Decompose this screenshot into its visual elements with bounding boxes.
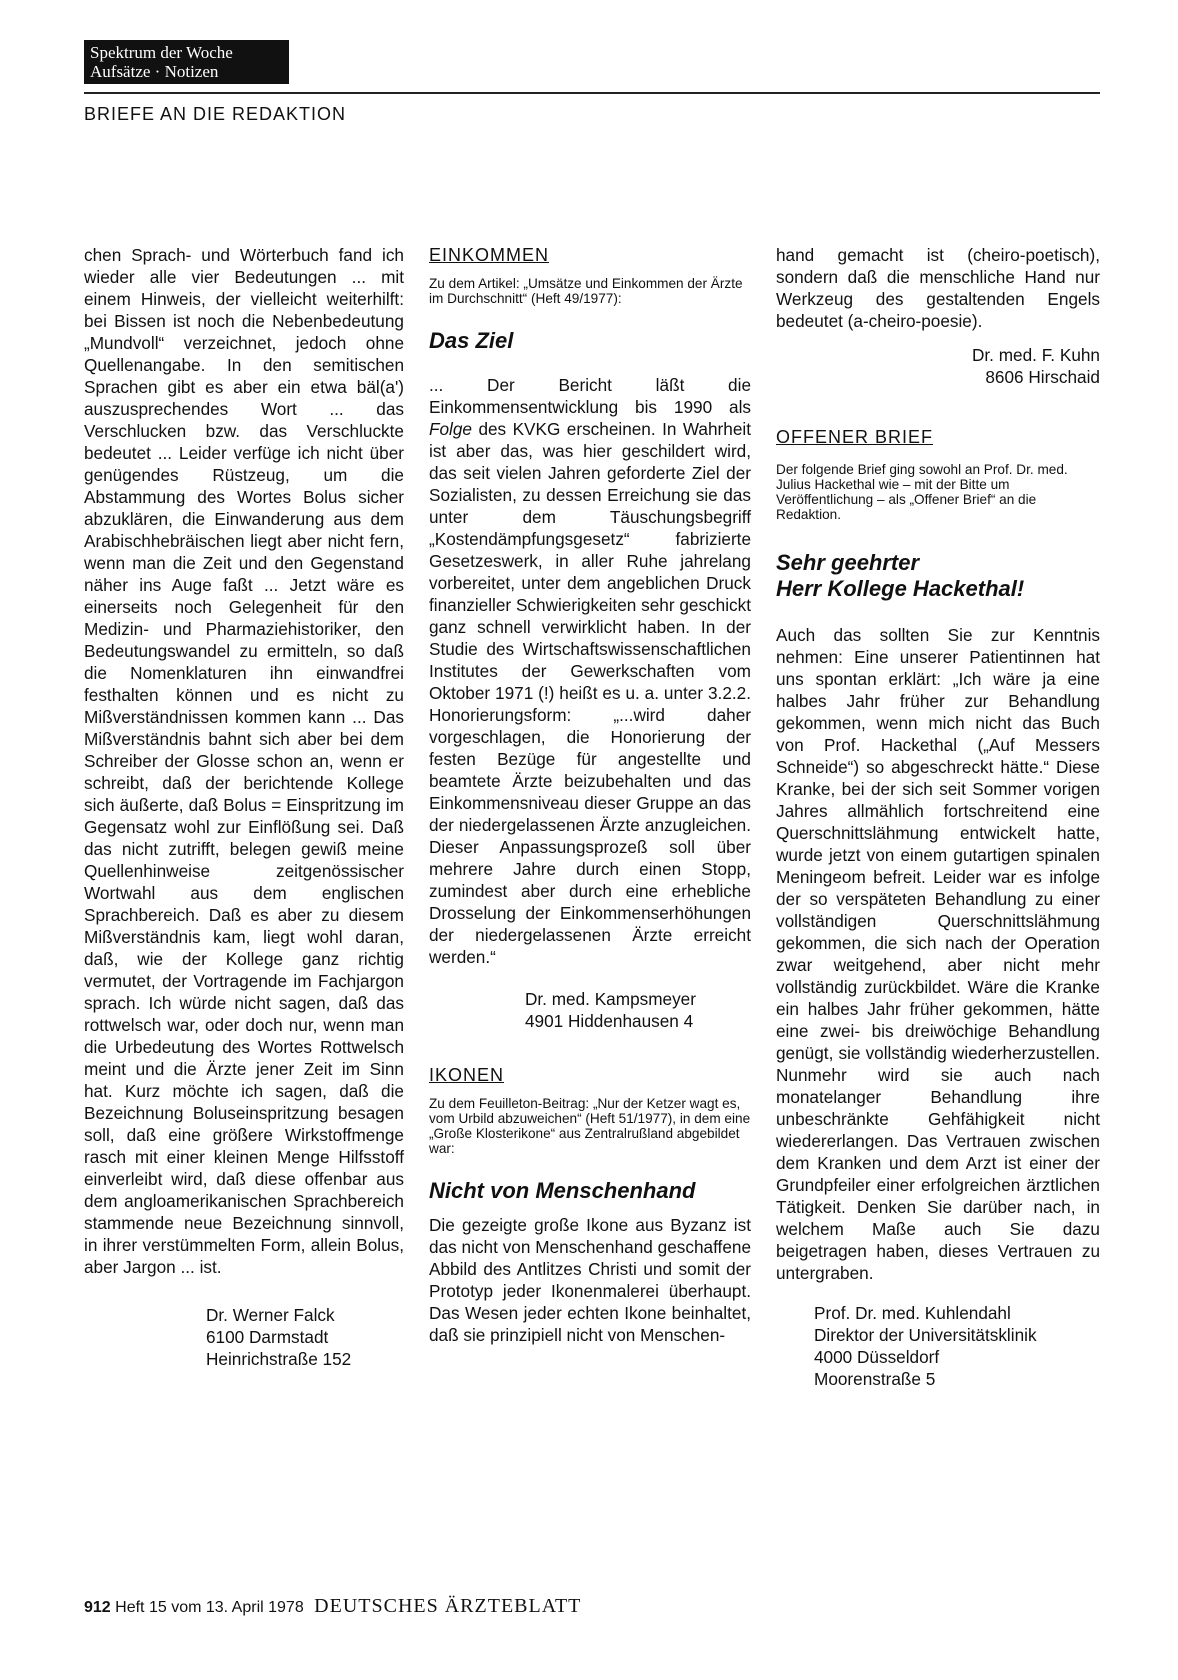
letter-intro: Zu dem Feuilleton-Beitrag: „Nur der Ketzer wagt es, vom Urbild abzuweichen“ (Heft 51/1977), in dem eine „Große Klosterikone“ aus Zentralrußland abgebildet war: [429,1096,751,1156]
letter-intro: Zu dem Artikel: „Umsätze und Einkommen der Ärzte im Durchschnitt“ (Heft 49/1977): [429,276,743,306]
column-2 [429,244,751,1346]
signature-name: Dr. med. F. Kuhn [971,345,1100,365]
issue-info: Heft 15 vom 13. April 1978 [115,1599,304,1616]
letter-title: Nicht von Menschenhand [429,1178,696,1203]
signature [776,344,1100,388]
letter-intro: Der folgende Brief ging sowohl an Prof. Dr. med. Julius Hackethal wie – mit der Bitte um Veröffentlichung – als „Offener Brief“ an die Redaktion. [776,462,1068,522]
letter-body: chen Sprach- und Wörterbuch fand ich wieder alle vier Bedeutungen ... mit einem Hinweis, der vielleicht weiterhilft: bei Bissen ist noch die Nebenbedeutung „Mundvoll“ verzeichnet, jedoch ohne Quellenangabe. In den semitischen Sprachen gibt es aber ein etwa bäl(a') auszusprechendes Wort ... das Verschlucken bzw. das Verschluckte bedeutet ... Leider verfüge ich nicht über genügendes Rüstzeug, um die Abstammung des Wortes Bolus sicher abzuklären, die Einwanderung aus dem Arabischhebräischen liegt aber nicht fern, wenn man die Zeit und den Gegenstand näher ins Auge faßt ... Jetzt wäre es einerseits noch Gelegenheit für den Medizin- und Pharmaziehistoriker, den Bedeutungswandel zu ermitteln, so daß die Nomenklaturen ihn einwandfrei festhalten können und es nicht zu Mißverständnissen kommen kann ... Das Mißverständnis bahnt sich aber bei dem Schreiber der Glosse schon an, wenn er schreibt, daß der berichtende Kollege sich äußerte, daß Bolus = Einspritzung im Gegensatz wohl zur Einflößung sei. Daß das nicht zutrifft, belegen gewiß meine Quellenhinweise zeitgenössischer Wortwahl aus dem englischen Sprachbereich. Daß es aber zu diesem Mißverständnis kam, liegt wohl daran, daß, wie der Kollege ganz richtig vermutet, der Vortragende im Fachjargon sprach. Ich würde nicht sagen, daß das rottwelsch war, oder doch nur, wenn man die Urbedeutung des Wortes Rottwelsch meint und die Ärzte jener Zeit im Sinn hat. Kurz möchte ich sagen, daß die Bezeichnung Boluseinspritzung besagen soll, daß eine größere Wirkstoffmenge rasch mit einer kleinen Menge Hilfsstoff einverleibt wird, daß diese offenbar aus dem angloamerikanischen Sprachbereich stammende neue Bezeichnung sinnvoll, in ihrer verstümmelten Form, allein Bolus, aber Jargon ... ist. [84,245,404,1277]
letter-body: Auch das sollten Sie zur Kenntnis nehmen: Eine unserer Patientinnen hat uns spontan erklärt: „Ich wäre ja eine halbes Jahr früher zur Behandlung gekommen, wenn mich nicht das Buch von Prof. Hackethal („Auf Messers Schneide“) so abgeschreckt hätte.“ Diese Kranke, bei der sich seit Sommer vorigen Jahres allmählich fortschreitend eine Querschnittslähmung entwickelt hatte, wurde jetzt von einem gutartigen spinalen Meningeom befreit. Leider war es infolge der so verspäteten Behandlung zu einer vollständigen Querschnittslähmung gekommen, die sich nach der Operation zwar weitgehend, aber nicht mehr vollständig zurückbildet. Wäre die Kranke ein halbes Jahr früher gekommen, hätte eine zwei- bis dreiwöchige Behandlung genügt, sie vollständig wiederherzustellen. Nunmehr wird sie auch nach monatelanger Behandlung ihre unbeschränkte Gehfähigkeit nicht wiedererlangen. Das Vertrauen zwischen dem Kranken und dem Arzt ist einer der Grundpfeiler einer erfolgreichen ärztlichen Tätigkeit. Denken Sie darüber nach, in welchem Maße auch Sie dazu beigetragen haben, dieses Vertrauen zu untergraben. [776,625,1100,1283]
header-rule [84,92,1100,94]
signature-name: Dr. Werner Falck [206,1305,335,1325]
signature-name: Dr. med. Kampsmeyer [525,989,696,1009]
page-footer [84,1595,581,1618]
journal-name: DEUTSCHES ÄRZTEBLATT [314,1595,582,1617]
signature-city: 6100 Darmstadt [206,1327,329,1347]
signature-city: 8606 Hirschaid [985,367,1100,387]
signature-name: Prof. Dr. med. Kuhlendahl [814,1303,1011,1323]
signature [206,1304,404,1370]
rubric-heading: EINKOMMEN [429,245,550,265]
rubric-heading: IKONEN [429,1065,505,1085]
section-title: BRIEFE AN DIE REDAKTION [84,104,347,124]
signature-city: 4901 Hiddenhausen 4 [525,1011,694,1031]
signature-street: Heinrichstraße 152 [206,1349,352,1369]
page-number: 912 [84,1599,111,1616]
column-3 [776,244,1100,1390]
letter-title: Das Ziel [429,328,514,353]
section-label-line2: Aufsätze · Notizen [90,62,219,81]
signature-street: Moorenstraße 5 [814,1369,936,1389]
signature-title: Direktor der Universitätsklinik [814,1325,1037,1345]
letter-body: hand gemacht ist (cheiro-poetisch), sondern daß die menschliche Hand nur Werkzeug des gestaltenden Engels bedeutet (a-cheiro-poesie). [776,245,1100,331]
signature [814,1302,1100,1390]
signature [525,988,751,1032]
letter-title-line2: Herr Kollege Hackethal! [776,576,1025,601]
signature-city: 4000 Düsseldorf [814,1347,940,1367]
letter-body: ... Der Bericht läßt die Einkommensentwicklung bis 1990 als Folge des KVKG erscheinen. In Wahrheit ist aber das, was hier geschildert wird, das seit vielen Jahren geforderte Ziel der Sozialisten, zu dessen Erreichung sie das unter dem Täuschungsbegriff „Kostendämpfungsgesetz“ fabrizierte Gesetzeswerk, in aller Ruhe jahrelang vorbereitet, unter dem angeblichen Druck finanzieller Schwierigkeiten sehr geschickt ganz schnell verwirklicht haben. In der Studie des Wirtschaftswissenschaftlichen Institutes der Gewerkschaften vom Oktober 1971 (!) heißt es u. a. unter 3.2.2. Honorierungsform: „...wird daher vorgeschlagen, die Honorierung der festen Bezüge für angestellte und beamtete Ärzte beizubehalten und das Einkommensniveau dieser Gruppe an das der niedergelassenen Ärzte anzugleichen. Dieser Anpassungsprozeß soll über mehrere Jahre durch einen Stopp, zumindest aber durch eine erhebliche Drosselung der Einkommenserhöhungen der niedergelassenen Ärzte erreicht werden.“ [429,375,751,967]
letter-body: Die gezeigte große Ikone aus Byzanz ist das nicht von Menschenhand geschaffene Abbild des Antlitzes Christi und somit der Prototyp jeder Ikonenmalerei überhaupt. Das Wesen jeder echten Ikone beinhaltet, daß sie prinzipiell nicht von Menschen- [429,1215,751,1345]
rubric-heading: OFFENER BRIEF [776,427,934,447]
section-label-box [84,40,289,84]
letter-title-line1: Sehr geehrter [776,550,920,575]
column-1 [84,244,404,1370]
section-label-line1: Spektrum der Woche [90,43,233,62]
